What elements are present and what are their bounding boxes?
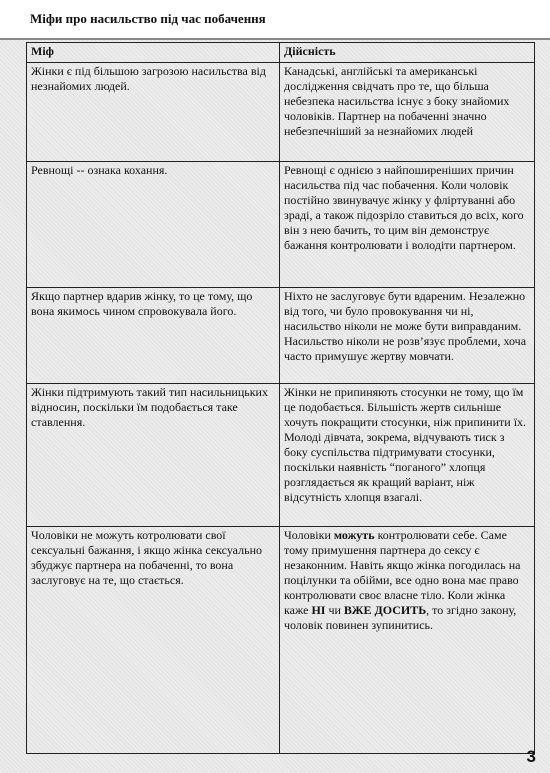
fact-emphasis-enough: ВЖЕ ДОСИТЬ (343, 603, 427, 617)
page-number: 3 (526, 747, 536, 766)
fact-cell: Жінки не припиняють стосунки не тому, що їм це подобається. Більшість жертв сильніше хочуть покращити стосунки, ніж припинити їх. Молоді дівчата, зокрема, відчувають тиск з боку суспільства підтримувати стосунки, поскільки наявність “поганого” хлопця розглядається як кращий варіант, ніж відсутність хлопця взагалі. (280, 384, 535, 527)
myth-cell: Чоловіки не можуть котролювати свої сексуальні бажання, і якщо жінка сексуально збуджує партнера на побаченні, то вона заслуговує на те, що стається. (27, 527, 280, 754)
table-row (27, 288, 535, 384)
myth-cell: Жінки підтримують такий тип насильницьких відносин, поскільки їм подобається таке ставлення. (27, 384, 280, 527)
fact-cell: Канадські, англійські та американські дослідження свідчать про те, що більша небезпека насильства існує з боку знайомих чоловіків. Партнер на побаченні значно небезпечніший за незнайомих людей (280, 63, 535, 162)
myth-cell: Ревнощі -- ознака кохання. (27, 162, 280, 288)
myths-table (26, 42, 535, 754)
table-row (27, 384, 535, 527)
fact-text: , то згідно закону, чоловік повинен зупинитись. (284, 603, 517, 632)
page-header (0, 0, 550, 40)
fact-cell: Ніхто не заслуговує бути вдареним. Незалежно від того, чи було провокування чи ні, насильство ніколи не може бути виправданим. Насильство ніколи не розв’язує проблеми, хоча часто примушує жертву мовчати. (280, 288, 535, 384)
page-title: Міфи про насильство під час побачення (30, 11, 266, 26)
fact-text: контролювати себе. Саме тому примушення партнера до сексу є незаконним. Навіть якщо жінка погодилась на поцілунки та обійми, все одно вона має право контролювати своє власне тіло. Коли жінка каже (284, 528, 521, 617)
myth-cell: Жінки є під більшою загрозою насильства від незнайомих людей. (27, 63, 280, 162)
table-header-row (27, 43, 535, 63)
fact-cell (280, 527, 535, 754)
header-fact: Дійсність (280, 43, 535, 63)
table-row (27, 527, 535, 754)
fact-emphasis-no: НІ (311, 603, 326, 617)
myth-cell: Якщо партнер вдарив жінку, то це тому, що вона якимось чином спровокувала його. (27, 288, 280, 384)
myths-table-container (26, 42, 534, 754)
table-row (27, 162, 535, 288)
fact-text: Чоловіки (284, 528, 334, 542)
table-row (27, 63, 535, 162)
fact-text: чи (325, 603, 344, 617)
fact-emphasis-can: можуть (333, 528, 375, 542)
fact-cell: Ревнощі є однією з найпоширеніших причин насильства під час побачення. Коли чоловік постійно звинувачує жінку у фліртуванні або зраді, а також підозріло ставиться до всіх, кого він з нею бачить, то цим він демонструє бажання контролювати і володіти партнером. (280, 162, 535, 288)
header-myth: Міф (27, 43, 280, 63)
